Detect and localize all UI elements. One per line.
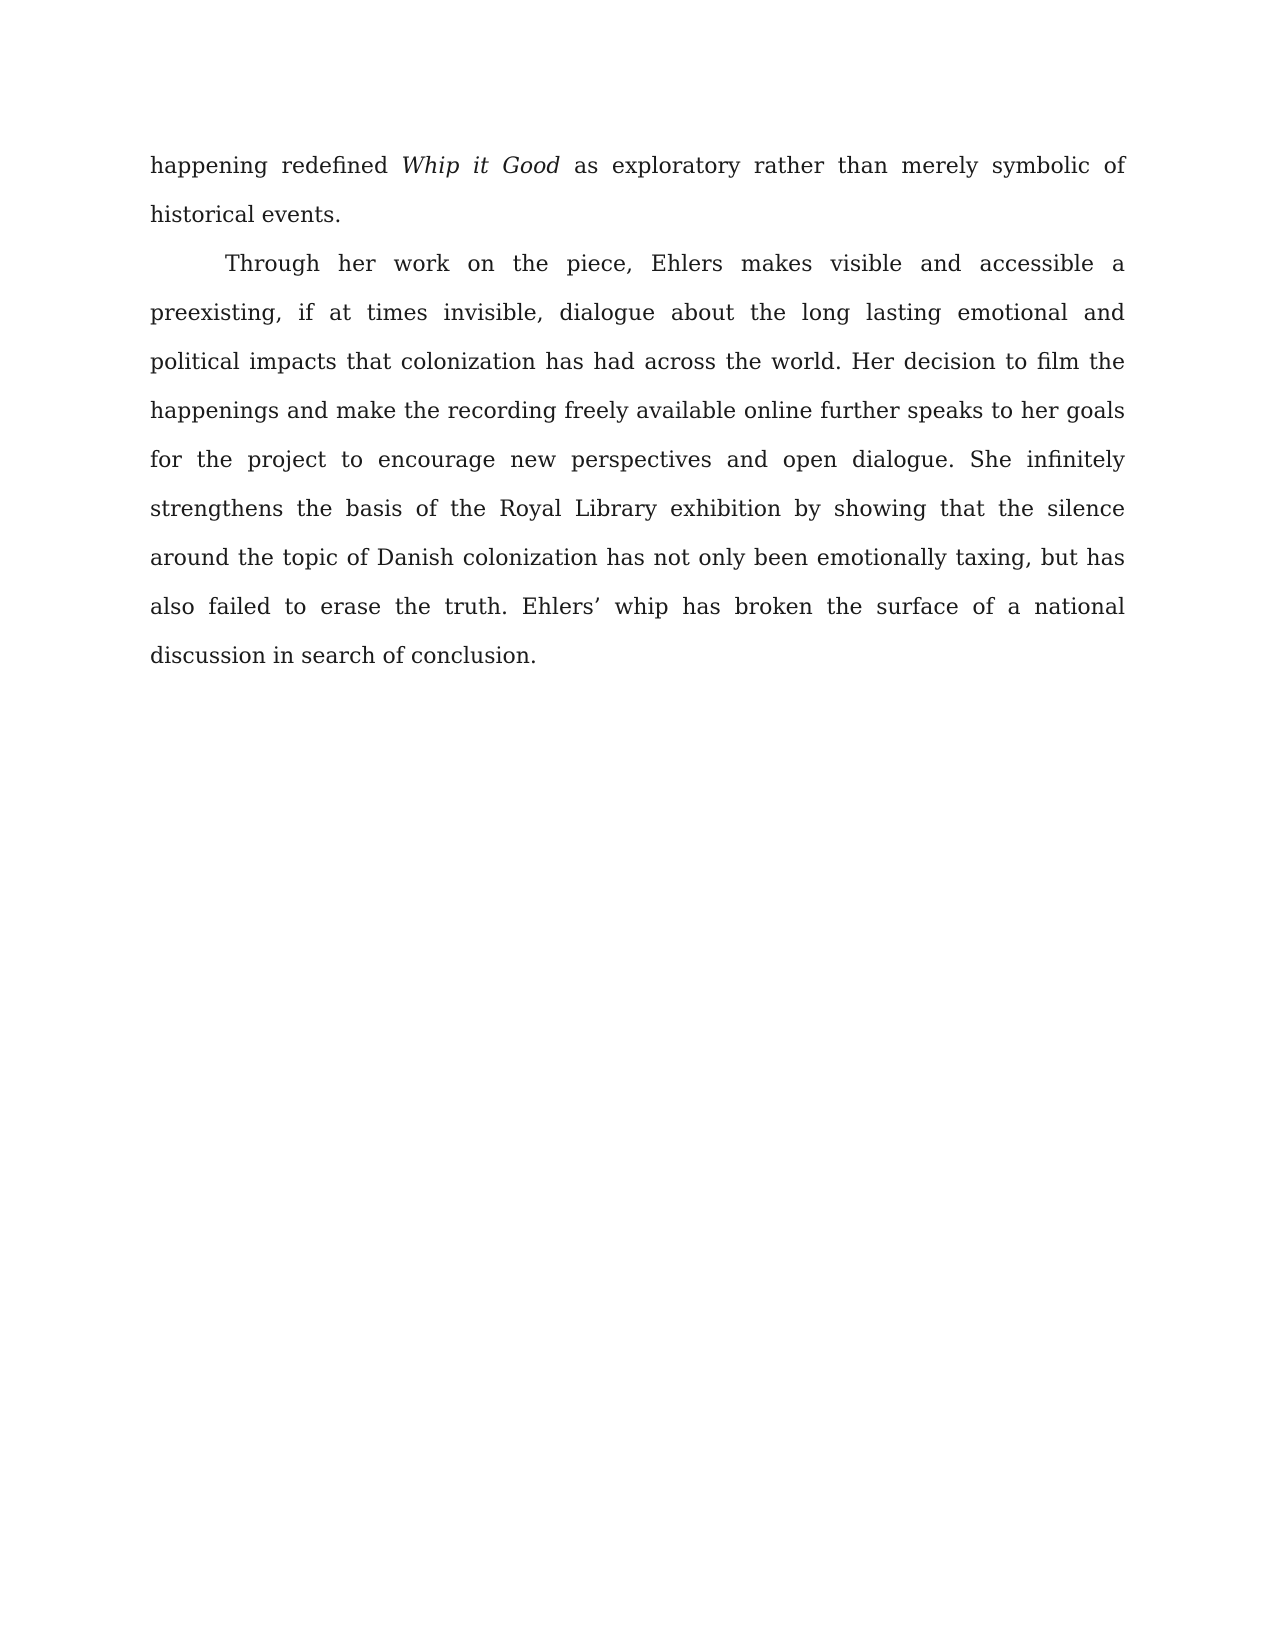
paragraph-continuation [150, 142, 1125, 240]
paragraph-1-before: happening redefined [150, 154, 402, 179]
paragraph-1-after: as exploratory rather than merely symbolic of historical events. [150, 154, 1125, 228]
body-text [150, 142, 1125, 681]
paragraph-conclusion: Through her work on the piece, Ehlers makes visible and accessible a preexisting, if at times invisible, dialogue about the long lasting emotional and political impacts that colonization has had across the world. Her decision to film the happenings and make the recording freely available online further speaks to her goals for the project to encourage new perspectives and open dialogue. She infinitely strengthens the basis of the Royal Library exhibition by showing that the silence around the topic of Danish colonization has not only been emotionally taxing, but has also failed to erase the truth. Ehlers’ whip has broken the surface of a national discussion in search of conclusion. [150, 252, 1125, 669]
work-title-italic: Whip it Good [401, 154, 561, 179]
